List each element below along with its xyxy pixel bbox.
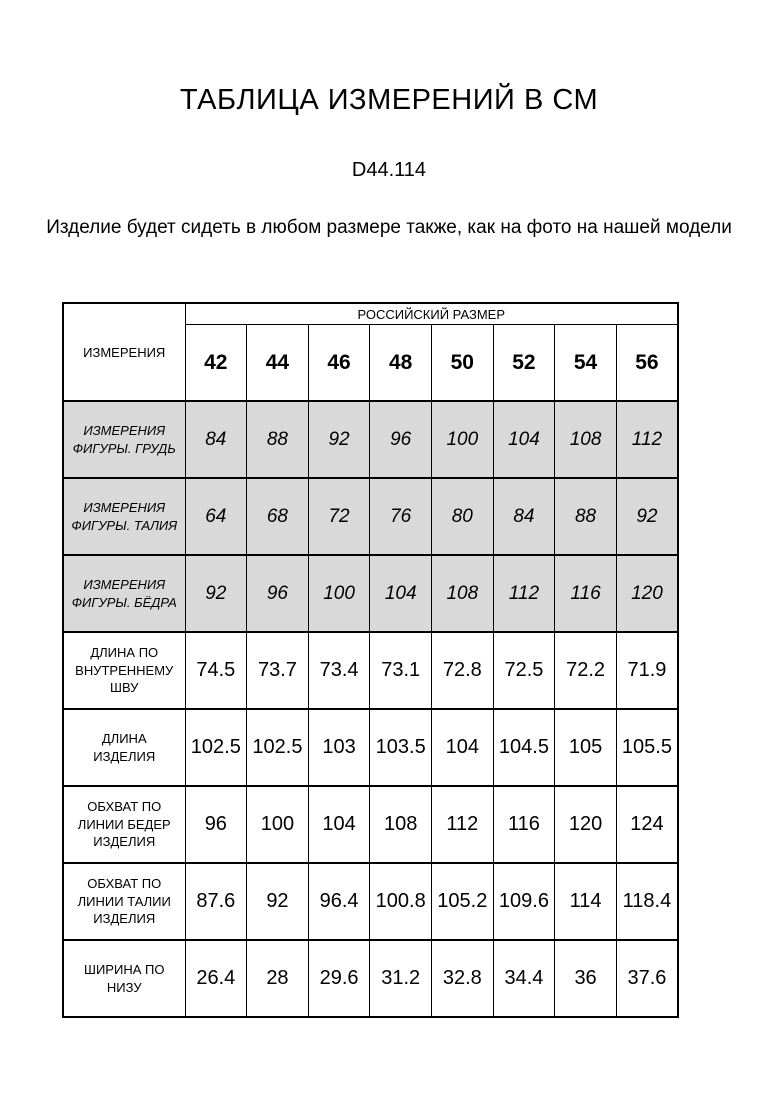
row-label: ИЗМЕРЕНИЯ ФИГУРЫ. БЁДРА — [63, 555, 185, 632]
value-cell: 72.2 — [555, 632, 617, 709]
table-row — [63, 786, 678, 863]
fit-note: Изделие будет сидеть в любом размере также, как на фото на нашей модели — [46, 217, 732, 238]
value-cell: 105 — [555, 709, 617, 786]
value-cell: 71.9 — [616, 632, 678, 709]
value-cell: 28 — [247, 940, 309, 1017]
value-cell: 29.6 — [308, 940, 370, 1017]
value-cell: 92 — [616, 478, 678, 555]
row-label: ОБХВАТ ПО ЛИНИИ БЕДЕР ИЗДЕЛИЯ — [63, 786, 185, 863]
value-cell: 114 — [555, 863, 617, 940]
row-label: ИЗМЕРЕНИЯ ФИГУРЫ. ГРУДЬ — [63, 401, 185, 478]
value-cell: 96.4 — [308, 863, 370, 940]
table-row — [63, 940, 678, 1017]
value-cell: 105.5 — [616, 709, 678, 786]
value-cell: 36 — [555, 940, 617, 1017]
value-cell: 108 — [555, 401, 617, 478]
value-cell: 72.5 — [493, 632, 555, 709]
value-cell: 73.1 — [370, 632, 432, 709]
table-row — [63, 478, 678, 555]
value-cell: 104 — [308, 786, 370, 863]
size-header: 42 — [185, 325, 247, 402]
value-cell: 68 — [247, 478, 309, 555]
value-cell: 92 — [247, 863, 309, 940]
size-header: 50 — [432, 325, 494, 402]
model-code: D44.114 — [351, 159, 427, 181]
measurements-table — [62, 302, 679, 1018]
value-cell: 88 — [555, 478, 617, 555]
row-label: ИЗМЕРЕНИЯ ФИГУРЫ. ТАЛИЯ — [63, 478, 185, 555]
value-cell: 37.6 — [616, 940, 678, 1017]
value-cell: 88 — [247, 401, 309, 478]
value-cell: 64 — [185, 478, 247, 555]
value-cell: 105.2 — [432, 863, 494, 940]
size-header: 56 — [616, 325, 678, 402]
value-cell: 74.5 — [185, 632, 247, 709]
value-cell: 112 — [432, 786, 494, 863]
value-cell: 124 — [616, 786, 678, 863]
value-cell: 92 — [308, 401, 370, 478]
row-label: ШИРИНА ПО НИЗУ — [63, 940, 185, 1017]
value-cell: 96 — [247, 555, 309, 632]
value-cell: 103 — [308, 709, 370, 786]
value-cell: 31.2 — [370, 940, 432, 1017]
value-cell: 100.8 — [370, 863, 432, 940]
value-cell: 104 — [370, 555, 432, 632]
value-cell: 32.8 — [432, 940, 494, 1017]
value-cell: 100 — [308, 555, 370, 632]
table-row — [63, 555, 678, 632]
size-group-header: РОССИЙСКИЙ РАЗМЕР — [185, 303, 678, 325]
value-cell: 80 — [432, 478, 494, 555]
value-cell: 104 — [493, 401, 555, 478]
value-cell: 87.6 — [185, 863, 247, 940]
value-cell: 118.4 — [616, 863, 678, 940]
value-cell: 26.4 — [185, 940, 247, 1017]
value-cell: 104.5 — [493, 709, 555, 786]
value-cell: 92 — [185, 555, 247, 632]
value-cell: 73.7 — [247, 632, 309, 709]
value-cell: 73.4 — [308, 632, 370, 709]
row-label: ДЛИНА ПО ВНУТРЕННЕМУ ШВУ — [63, 632, 185, 709]
value-cell: 116 — [493, 786, 555, 863]
value-cell: 100 — [432, 401, 494, 478]
row-label: ОБХВАТ ПО ЛИНИИ ТАЛИИ ИЗДЕЛИЯ — [63, 863, 185, 940]
table-row — [63, 401, 678, 478]
value-cell: 112 — [616, 401, 678, 478]
table-row — [63, 632, 678, 709]
value-cell: 120 — [555, 786, 617, 863]
size-header: 44 — [247, 325, 309, 402]
value-cell: 109.6 — [493, 863, 555, 940]
value-cell: 34.4 — [493, 940, 555, 1017]
value-cell: 96 — [185, 786, 247, 863]
size-header: 54 — [555, 325, 617, 402]
value-cell: 108 — [370, 786, 432, 863]
table-row — [63, 863, 678, 940]
value-cell: 76 — [370, 478, 432, 555]
value-cell: 72 — [308, 478, 370, 555]
value-cell: 100 — [247, 786, 309, 863]
size-header: 46 — [308, 325, 370, 402]
value-cell: 102.5 — [185, 709, 247, 786]
value-cell: 104 — [432, 709, 494, 786]
value-cell: 108 — [432, 555, 494, 632]
measurements-corner-header: ИЗМЕРЕНИЯ — [63, 303, 185, 401]
value-cell: 103.5 — [370, 709, 432, 786]
group-header-row — [63, 303, 678, 325]
value-cell: 84 — [185, 401, 247, 478]
value-cell: 96 — [370, 401, 432, 478]
page-title: ТАБЛИЦА ИЗМЕРЕНИЙ В СМ — [179, 84, 599, 116]
value-cell: 116 — [555, 555, 617, 632]
size-header: 52 — [493, 325, 555, 402]
value-cell: 72.8 — [432, 632, 494, 709]
value-cell: 102.5 — [247, 709, 309, 786]
table-row — [63, 709, 678, 786]
value-cell: 84 — [493, 478, 555, 555]
row-label: ДЛИНА ИЗДЕЛИЯ — [63, 709, 185, 786]
size-header: 48 — [370, 325, 432, 402]
value-cell: 120 — [616, 555, 678, 632]
value-cell: 112 — [493, 555, 555, 632]
